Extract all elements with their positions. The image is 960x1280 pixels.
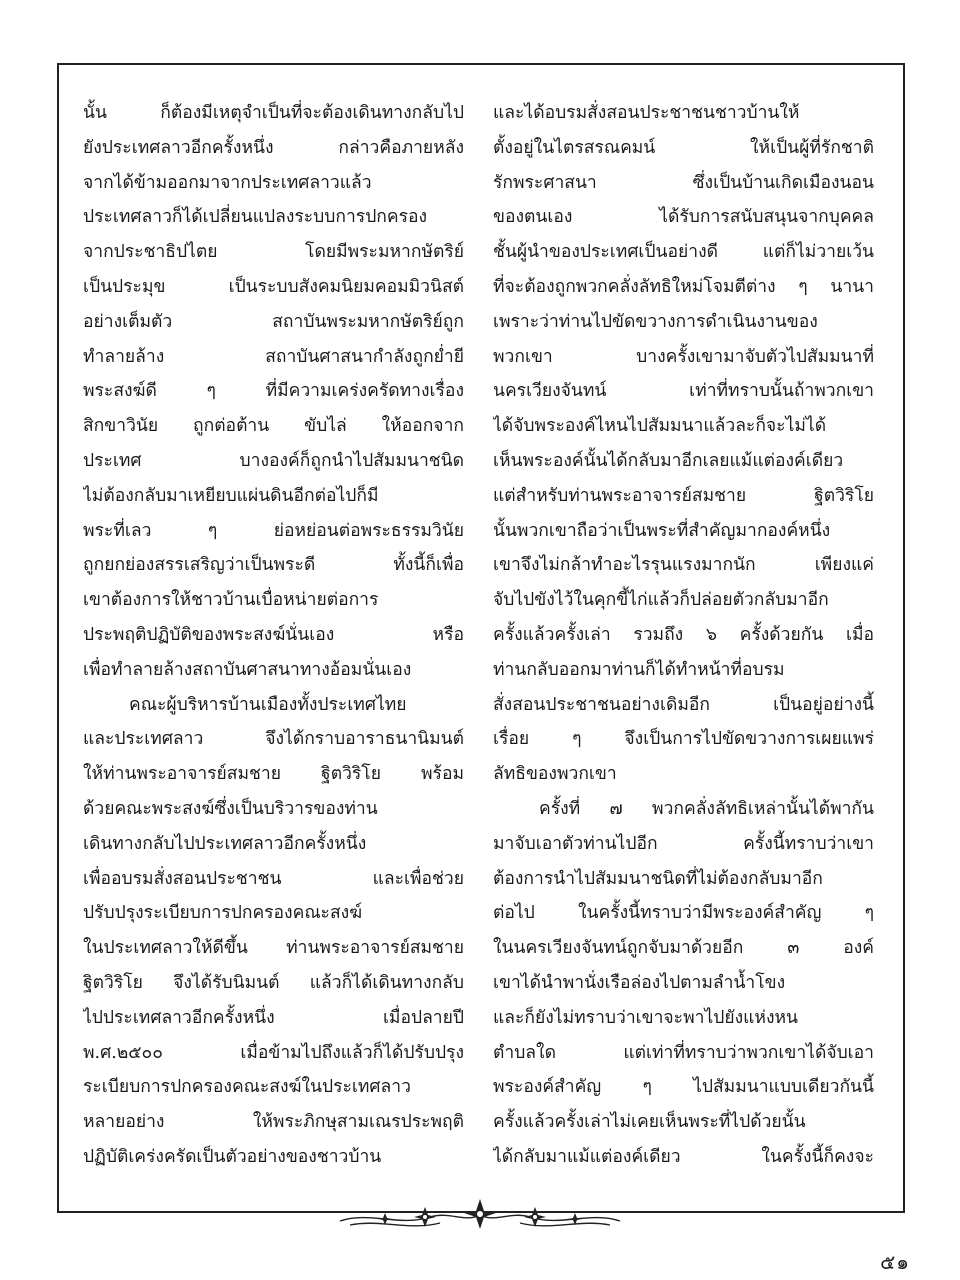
text-line: ประเทศลาวก็ได้เปลี่ยนแปลงระบบการปกครอง: [83, 207, 428, 228]
text-line: เห็นพระองค์นั้นได้กลับมาอีกเลยแม้แต่องค์เดียว: [493, 450, 844, 471]
text-line: เดินทางกลับไปประเทศลาวอีกครั้งหนึ่ง: [83, 833, 367, 854]
text-line: มาจับเอาตัวท่านไปอีก ครั้งนี้ทราบว่าเขา: [493, 833, 874, 854]
text-line: ปฏิบัติเคร่งครัดเป็นตัวอย่างของชาวบ้าน: [83, 1146, 382, 1167]
text-line: เขาต้องการให้ชาวบ้านเบื่อหน่ายต่อการ: [83, 590, 379, 611]
text-line: พระองค์สำคัญ ๆ ไปสัมมนาแบบเดียวกันนี้: [493, 1077, 874, 1098]
paragraph-first-line: ครั้งที่ ๗ พวกคลั่งลัทธิเหล่านั้นได้พากัน: [539, 798, 874, 819]
left-text-column: [83, 96, 464, 1175]
text-line: จากประชาธิปไตย โดยมีพระมหากษัตริย์: [83, 242, 464, 263]
text-line: ตั้งอยู่ในไตรสรณคมน์ ให้เป็นผู้ที่รักชาติ: [493, 137, 874, 158]
text-line: ของตนเอง ได้รับการสนับสนุนจากบุคคล: [493, 207, 874, 228]
page-number: ๕๑: [880, 1250, 910, 1274]
floral-ornament: [330, 1193, 630, 1233]
text-line: จากได้ข้ามออกมาจากประเทศลาวแล้ว: [83, 172, 372, 193]
text-line: ได้กลับมาแม้แต่องค์เดียว ในครั้งนี้ก็คงจะ: [493, 1146, 874, 1167]
text-line: ฐิตวิริโย จึงได้รับนิมนต์ แล้วก็ได้เดินทางกลับ: [83, 972, 464, 993]
text-line: แต่สำหรับท่านพระอาจารย์สมชาย ฐิตวิริโย: [493, 485, 874, 506]
text-line: พระสงฆ์ดี ๆ ที่มีความเคร่งครัดทางเรื่อง: [83, 381, 464, 402]
text-line: เพื่ออบรมสั่งสอนประชาชน และเพื่อช่วย: [83, 868, 464, 889]
text-line: ชั้นผู้นำของประเทศเป็นอย่างดี แต่ก็ไม่วายเว้น: [493, 242, 874, 263]
text-line: พวกเขา บางครั้งเขามาจับตัวไปสัมมนาที่: [493, 346, 874, 367]
text-line: รักพระศาสนา ซึ่งเป็นบ้านเกิดเมืองนอน: [493, 172, 874, 193]
text-line: ทำลายล้าง สถาบันศาสนากำลังถูกย่ำยี: [83, 346, 464, 367]
text-line: ที่จะต้องถูกพวกคลั่งลัทธิใหม่โจมตีต่าง ๆ นานา: [493, 276, 874, 297]
text-line: นั้น ก็ต้องมีเหตุจำเป็นที่จะต้องเดินทางกลับไป: [83, 103, 464, 123]
text-line: ตำบลใด แต่เท่าที่ทราบว่าพวกเขาได้จับเอา: [493, 1042, 874, 1063]
text-line: อย่างเต็มตัว สถาบันพระมหากษัตริย์ถูก: [83, 311, 464, 332]
text-line: ประเทศ บางองค์ก็ถูกนำไปสัมมนาชนิด: [83, 450, 464, 471]
text-line: ถูกยกย่องสรรเสริญว่าเป็นพระดี ทั้งนี้ก็เพื่อ: [83, 555, 464, 576]
text-line: ด้วยคณะพระสงฆ์ซึ่งเป็นบริวารของท่าน: [83, 798, 378, 819]
text-line: เรื่อย ๆ จึงเป็นการไปขัดขวางการเผยแพร่: [493, 729, 874, 750]
text-line: ให้ท่านพระอาจารย์สมชาย ฐิตวิริโย พร้อม: [83, 764, 464, 785]
text-line: ต่อไป ในครั้งนี้ทราบว่ามีพระองค์สำคัญ ๆ: [493, 903, 874, 924]
text-line: ครั้งแล้วครั้งเล่าไม่เคยเห็นพระที่ไปด้วยนั้น: [493, 1112, 806, 1133]
text-line: ประพฤติปฏิบัติของพระสงฆ์นั่นเอง หรือ: [83, 624, 464, 645]
text-line: เขาได้นำพานั่งเรือล่องไปตามลำน้ำโขง: [493, 972, 786, 993]
text-line: ในนครเวียงจันทน์ถูกจับมาด้วยอีก ๓ องค์: [493, 938, 874, 959]
text-line: ไม่ต้องกลับมาเหยียบแผ่นดินอีกต่อไปก็มี: [83, 485, 379, 506]
text-line: พ.ศ.๒๕๐๐ เมื่อข้ามไปถึงแล้วก็ได้ปรับปรุง: [83, 1042, 464, 1063]
text-line: และประเทศลาว จึงได้กราบอาราธนานิมนต์: [83, 729, 464, 750]
text-line: ต้องการนำไปสัมมนาชนิดที่ไม่ต้องกลับมาอีก: [493, 868, 823, 889]
text-line: และได้อบรมสั่งสอนประชาชนชาวบ้านให้: [493, 103, 800, 123]
text-line: เพื่อทำลายล้างสถาบันศาสนาทางอ้อมนั่นเอง: [83, 659, 412, 680]
text-line: ในประเทศลาวให้ดีขึ้น ท่านพระอาจารย์สมชาย: [83, 938, 464, 959]
text-line: ลัทธิของพวกเขา: [493, 764, 617, 785]
text-line: เป็นประมุข เป็นระบบสังคมนิยมคอมมิวนิสต์: [83, 276, 464, 297]
text-line: ปรับปรุงระเบียบการปกครองคณะสงฆ์: [83, 903, 363, 924]
text-line: ไปประเทศลาวอีกครั้งหนึ่ง เมื่อปลายปี: [83, 1007, 464, 1028]
text-line: นครเวียงจันทน์ เท่าที่ทราบนั้นถ้าพวกเขา: [493, 381, 874, 402]
text-line: สั่งสอนประชาชนอย่างเดิมอีก เป็นอยู่อย่างนี้: [493, 694, 874, 715]
text-line: เขาจึงไม่กล้าทำอะไรรุนแรงมากนัก เพียงแค่: [493, 555, 874, 576]
text-line: เพราะว่าท่านไปขัดขวางการดำเนินงานของ: [493, 311, 818, 332]
right-text-column: [493, 96, 874, 1175]
text-line: ได้จับพระองค์ไหนไปสัมมนาแล้วละก็จะไม่ได้: [493, 416, 827, 437]
text-line: หลายอย่าง ให้พระภิกษุสามเณรประพฤติ: [83, 1112, 464, 1133]
paragraph-first-line: คณะผู้บริหารบ้านเมืองทั้งประเทศไทย: [129, 694, 407, 715]
text-line: ยังประเทศลาวอีกครั้งหนึ่ง กล่าวคือภายหลัง: [83, 137, 464, 158]
text-line: นั้นพวกเขาถือว่าเป็นพระที่สำคัญมากองค์หนึ่ง: [493, 520, 831, 541]
text-line: ระเบียบการปกครองคณะสงฆ์ในประเทศลาว: [83, 1077, 411, 1098]
text-line: และก็ยังไม่ทราบว่าเขาจะพาไปยังแห่งหน: [493, 1007, 799, 1028]
text-line: สิกขาวินัย ถูกต่อต้าน ขับไล่ ให้ออกจาก: [83, 416, 464, 437]
text-line: ครั้งแล้วครั้งเล่า รวมถึง ๖ ครั้งด้วยกัน เมื่อ: [493, 624, 874, 645]
text-line: จับไปขังไว้ในคุกขี้ไก่แล้วก็ปล่อยตัวกลับมาอีก: [493, 590, 829, 611]
text-line: พระที่เลว ๆ ย่อหย่อนต่อพระธรรมวินัย: [83, 520, 464, 541]
text-line: ท่านกลับออกมาท่านก็ได้ทำหน้าที่อบรม: [493, 659, 785, 680]
